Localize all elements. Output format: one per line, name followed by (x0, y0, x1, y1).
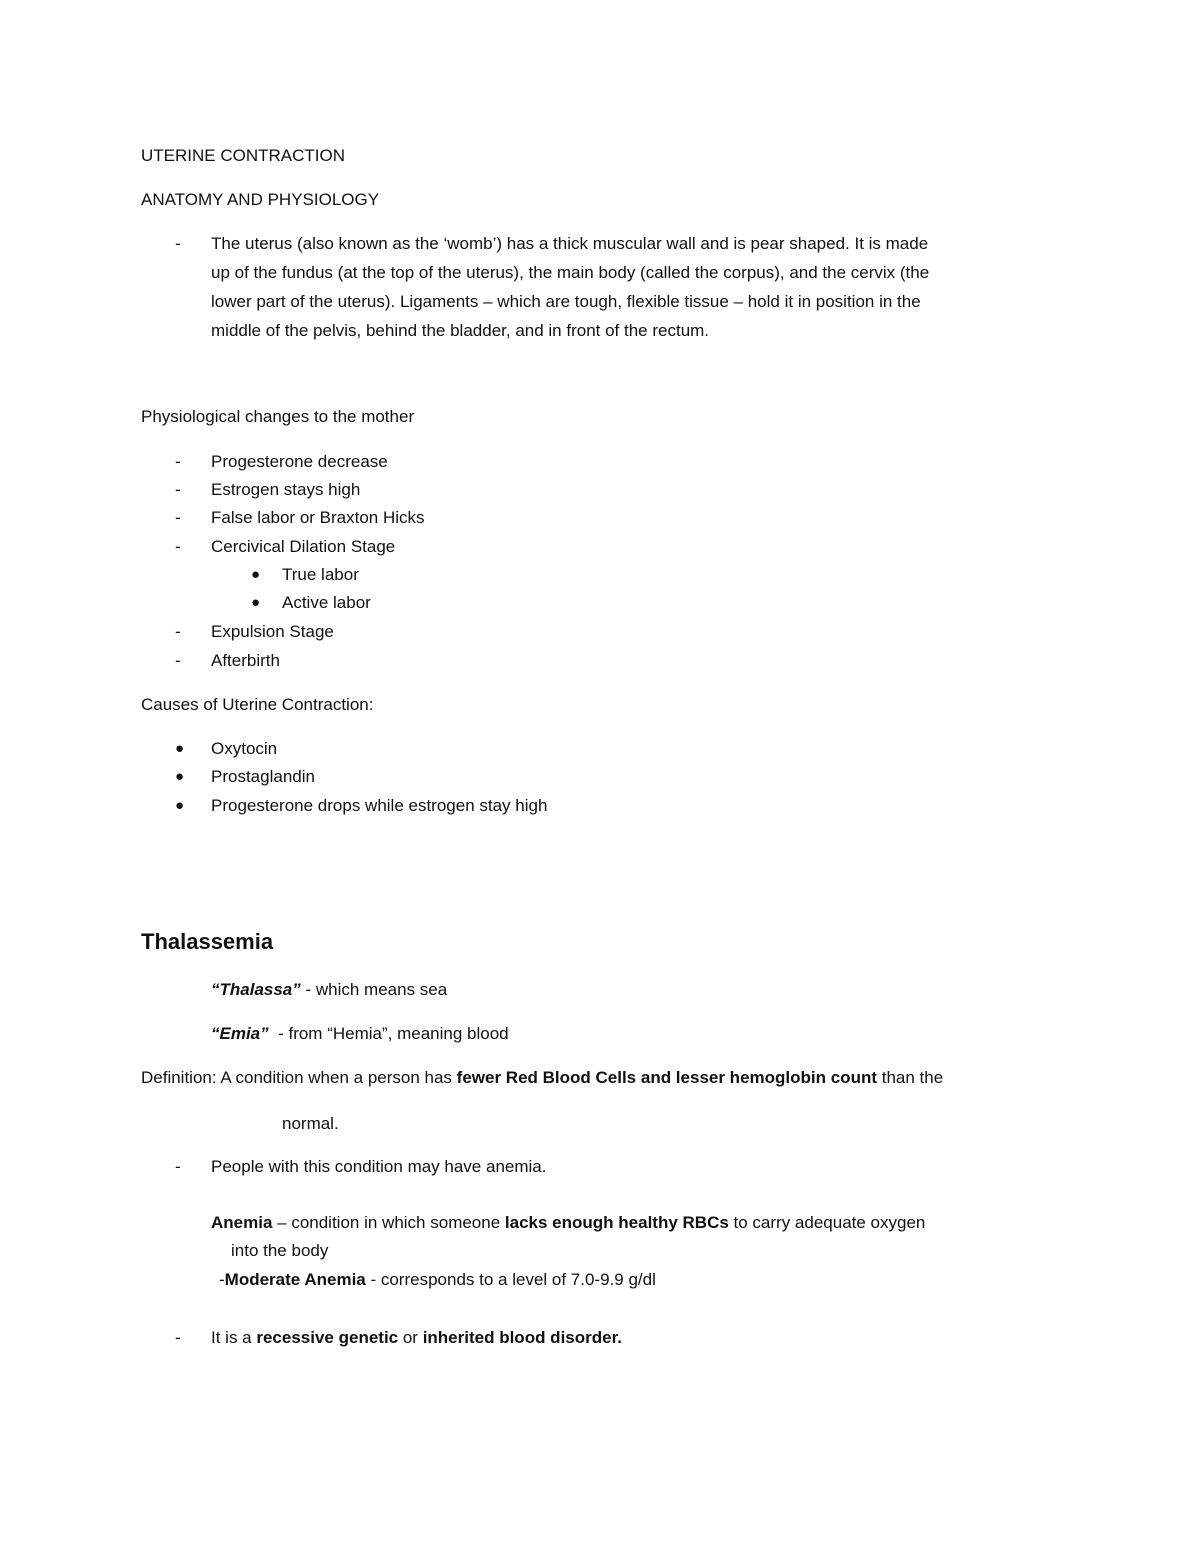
list-dash: - (175, 508, 181, 527)
list-dash: - (175, 480, 181, 499)
etymology-line (211, 979, 447, 1001)
causes-heading: Causes of Uterine Contraction: (141, 695, 374, 714)
sub-list-item: Active labor (282, 593, 371, 612)
etymology-term: “Emia” (211, 1024, 269, 1043)
anatomy-heading: ANATOMY AND PHYSIOLOGY (141, 190, 380, 209)
anemia-emphasis: lacks enough healthy RBCs (504, 1213, 729, 1232)
anatomy-line: up of the fundus (at the top of the uterus), the main body (called the corpus), and the cervix (the (211, 263, 930, 282)
list-item: False labor or Braxton Hicks (211, 508, 425, 527)
section-title: UTERINE CONTRACTION (141, 146, 345, 165)
etymology-term: “Thalassa” (211, 980, 301, 999)
moderate-prefix: - (219, 1270, 225, 1289)
etymology-line (211, 1023, 509, 1045)
list-dash: - (175, 1157, 181, 1176)
list-dash: - (175, 1328, 181, 1347)
anemia-line (211, 1212, 925, 1234)
anatomy-line: middle of the pelvis, behind the bladder, and in front of the rectum. (211, 321, 710, 340)
list-dash: - (175, 234, 181, 253)
etymology-meaning: - from “Hemia”, meaning blood (268, 1024, 509, 1043)
item-emphasis: inherited blood disorder. (422, 1328, 622, 1347)
sub-list-item: True labor (282, 565, 359, 584)
anemia-text: – condition in which someone (272, 1213, 505, 1232)
list-dash: - (175, 537, 181, 556)
list-item: Expulsion Stage (211, 622, 334, 641)
list-item: Prostaglandin (211, 767, 315, 786)
list-item (211, 1327, 622, 1349)
bullet-icon: ● (175, 740, 185, 757)
list-dash: - (175, 651, 181, 670)
thalassemia-title: Thalassemia (141, 929, 274, 954)
list-item: Cercivical Dilation Stage (211, 537, 396, 556)
definition-text: Definition: A condition when a person has (141, 1068, 457, 1087)
list-item: Progesterone decrease (211, 452, 388, 471)
item-text: It is a (211, 1328, 257, 1347)
anemia-text: to carry adequate oxygen (728, 1213, 926, 1232)
list-item: People with this condition may have anemia. (211, 1157, 547, 1176)
list-item: Progesterone drops while estrogen stay high (211, 796, 548, 815)
bullet-icon: ● (175, 797, 185, 814)
list-item: Estrogen stays high (211, 480, 361, 499)
definition-line (141, 1067, 943, 1089)
item-text: or (398, 1328, 423, 1347)
etymology-meaning: - which means sea (300, 980, 448, 999)
list-dash: - (175, 452, 181, 471)
definition-continuation: normal. (282, 1114, 339, 1133)
list-item: Afterbirth (211, 651, 280, 670)
anemia-continuation: into the body (231, 1241, 329, 1260)
moderate-text: - corresponds to a level of 7.0-9.9 g/dl (365, 1270, 656, 1289)
anemia-term: Anemia (211, 1213, 273, 1232)
item-emphasis: recessive genetic (256, 1328, 399, 1347)
moderate-anemia-line (219, 1269, 656, 1291)
bullet-icon: ● (251, 594, 261, 611)
bullet-icon: ● (175, 768, 185, 785)
anatomy-line: The uterus (also known as the ‘womb’) has a thick muscular wall and is pear shaped. It is made (211, 234, 929, 253)
definition-text: than the (877, 1068, 944, 1087)
definition-emphasis: fewer Red Blood Cells and lesser hemoglobin count (456, 1068, 877, 1087)
physio-heading: Physiological changes to the mother (141, 407, 415, 426)
bullet-icon: ● (251, 566, 261, 583)
anatomy-line: lower part of the uterus). Ligaments – which are tough, flexible tissue – hold it in position in the (211, 292, 921, 311)
list-dash: - (175, 622, 181, 641)
moderate-term: Moderate Anemia (224, 1270, 366, 1289)
list-item: Oxytocin (211, 739, 278, 758)
